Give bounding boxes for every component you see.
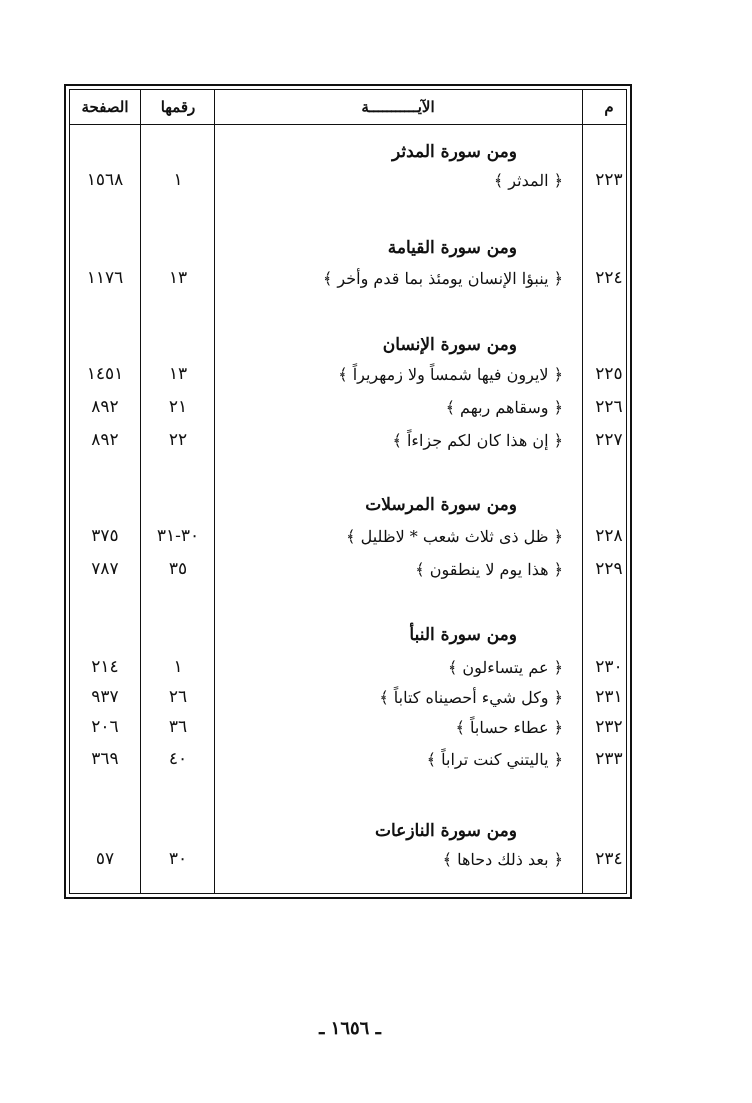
row-number: ٢٢٤ xyxy=(595,268,623,288)
page-ref: ١٥٦٨ xyxy=(86,170,124,190)
ayah-number: ٢٦ xyxy=(168,687,188,707)
table-inner-frame xyxy=(69,89,627,894)
row-number: ٢٣٤ xyxy=(595,849,623,869)
surah-title: ومن سورة الإنسان xyxy=(382,335,517,355)
ayah-number: ٢٢ xyxy=(168,430,188,450)
table-row xyxy=(70,745,626,773)
ayah-number: ٢١ xyxy=(168,397,188,417)
page-ref: ٧٨٧ xyxy=(91,559,119,579)
ayah-text: ﴿ عطاء حساباً ﴾ xyxy=(455,717,563,737)
row-number: ٢٢٩ xyxy=(595,559,623,579)
table-row xyxy=(70,683,626,711)
row-number: ٢٣٠ xyxy=(595,657,623,677)
row-number: ٢٣١ xyxy=(595,687,623,707)
ayah-text: ﴿ بعد ذلك دحاها ﴾ xyxy=(442,849,563,869)
ayah-text: ﴿ إن هذا كان لكم جزاءاً ﴾ xyxy=(392,430,563,450)
ayah-number: ١ xyxy=(173,170,183,190)
surah-heading-row xyxy=(70,817,626,845)
ayah-number: ١٣ xyxy=(168,364,188,384)
page-ref: ٣٧٥ xyxy=(91,526,119,546)
ayah-number: ٣٦ xyxy=(168,717,188,737)
header-page: الصفحة xyxy=(81,98,129,116)
row-number: ٢٢٥ xyxy=(595,364,623,384)
row-number: ٢٢٣ xyxy=(595,170,623,190)
header-divider xyxy=(70,124,626,125)
surah-title: ومن سورة المرسلات xyxy=(365,495,517,515)
row-number: ٢٣٣ xyxy=(595,749,623,769)
ayah-text: ﴿ المدثر ﴾ xyxy=(493,170,563,190)
surah-title: ومن سورة المدثر xyxy=(391,142,517,162)
surah-heading-row xyxy=(70,138,626,166)
table-row xyxy=(70,555,626,583)
page-ref: ٨٩٢ xyxy=(91,397,119,417)
table-row xyxy=(70,845,626,873)
page-ref: ٩٣٧ xyxy=(91,687,119,707)
table-row xyxy=(70,713,626,741)
table-row xyxy=(70,522,626,550)
header-ref: رقمها xyxy=(160,98,196,116)
table-row xyxy=(70,393,626,421)
table-row xyxy=(70,360,626,388)
page-ref: ٥٧ xyxy=(95,849,115,869)
table-row xyxy=(70,264,626,292)
index-table xyxy=(64,84,632,899)
table-row xyxy=(70,166,626,194)
surah-title: ومن سورة القيامة xyxy=(387,238,517,258)
ayah-number: ٣٠ xyxy=(168,849,188,869)
page-ref: ٢٠٦ xyxy=(91,717,119,737)
row-number: ٢٣٢ xyxy=(595,717,623,737)
ayah-text: ﴿ ظل ذى ثلاث شعب * لاظليل ﴾ xyxy=(346,526,563,546)
surah-title: ومن سورة النازعات xyxy=(375,821,517,841)
ayah-text: ﴿ هذا يوم لا ينطقون ﴾ xyxy=(415,559,563,579)
surah-heading-row xyxy=(70,331,626,359)
ayah-number: ١٣ xyxy=(168,268,188,288)
ayah-number: ٣٠-٣١ xyxy=(156,526,200,546)
row-number: ٢٢٦ xyxy=(595,397,623,417)
ayah-number: ٤٠ xyxy=(168,749,188,769)
surah-heading-row xyxy=(70,234,626,262)
surah-heading-row xyxy=(70,491,626,519)
row-number: ٢٢٧ xyxy=(595,430,623,450)
surah-title: ومن سورة النبأ xyxy=(409,625,517,645)
header-ayah: الآيـــــــــــة xyxy=(361,98,435,116)
page-ref: ١٤٥١ xyxy=(86,364,124,384)
table-row xyxy=(70,653,626,681)
ayah-text: ﴿ ياليتني كنت تراباً ﴾ xyxy=(426,749,563,769)
ayah-text: ﴿ عم يتساءلون ﴾ xyxy=(447,657,563,677)
table-row xyxy=(70,426,626,454)
page-ref: ٢١٤ xyxy=(91,657,119,677)
header-num: م xyxy=(604,98,614,116)
ayah-text: ﴿ وسقاهم ربهم ﴾ xyxy=(445,397,563,417)
ayah-number: ٣٥ xyxy=(168,559,188,579)
row-number: ٢٢٨ xyxy=(595,526,623,546)
ayah-number: ١ xyxy=(173,657,183,677)
ayah-text: ﴿ لايرون فيها شمساً ولا زمهريراً ﴾ xyxy=(338,364,563,384)
ayah-text: ﴿ ينبؤا الإنسان يومئذ بما قدم وأخر ﴾ xyxy=(322,268,563,288)
page-ref: ٨٩٢ xyxy=(91,430,119,450)
surah-heading-row xyxy=(70,621,626,649)
page-number: ـ ١٦٥٦ ـ xyxy=(319,1017,381,1039)
page-ref: ١١٧٦ xyxy=(86,268,124,288)
ayah-text: ﴿ وكل شيء أحصيناه كتاباً ﴾ xyxy=(379,687,563,707)
page-ref: ٣٦٩ xyxy=(91,749,119,769)
